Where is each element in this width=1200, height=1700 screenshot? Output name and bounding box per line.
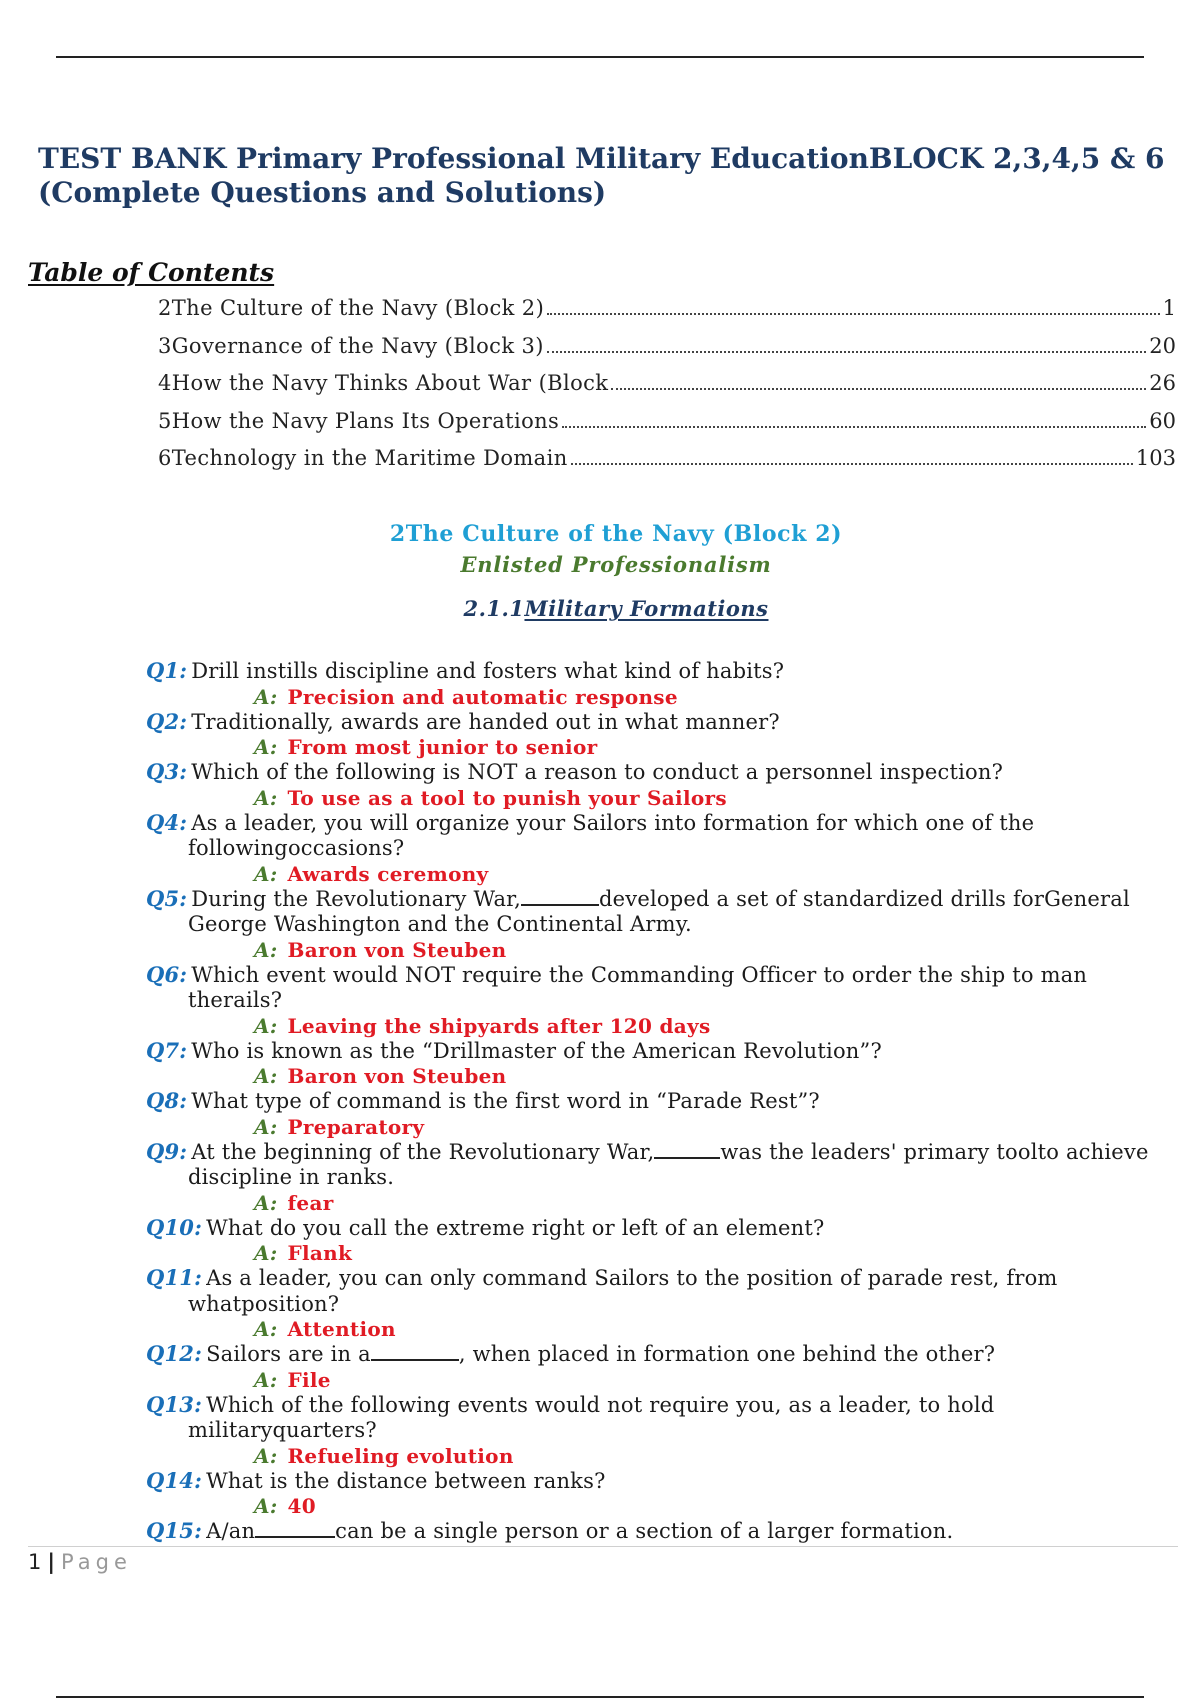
answer-label: A: bbox=[254, 1367, 278, 1392]
toc-leader-dots bbox=[547, 313, 1159, 315]
answer bbox=[146, 938, 1156, 962]
question-text: At the beginning of the Revolutionary War, bbox=[191, 1139, 655, 1164]
toc-heading: Table of Contents bbox=[28, 258, 275, 287]
answer bbox=[146, 1191, 1156, 1215]
answer-label: A: bbox=[254, 684, 278, 709]
answer bbox=[146, 1064, 1156, 1088]
question-number: Q10: bbox=[146, 1214, 203, 1240]
answer bbox=[146, 862, 1156, 886]
answer-label: A: bbox=[254, 861, 278, 886]
question-text: Which of the following events would not require you, as a leader, to hold militaryquarters? bbox=[188, 1392, 995, 1442]
qa-item bbox=[146, 1265, 1156, 1341]
answer-label: A: bbox=[254, 1190, 278, 1215]
answer-text: Awards ceremony bbox=[287, 861, 489, 886]
answer-text: fear bbox=[287, 1190, 334, 1215]
qa-item bbox=[146, 658, 1156, 709]
fill-in-blank bbox=[371, 1343, 459, 1361]
document-title: TEST BANK Primary Professional Military EducationBLOCK 2,3,4,5 & 6 (Complete Questions and Solutions) bbox=[38, 142, 1165, 209]
toc-entry-page: 26 bbox=[1149, 371, 1176, 395]
answer-text: File bbox=[287, 1367, 331, 1392]
question bbox=[146, 1468, 1156, 1495]
answer bbox=[146, 1368, 1156, 1392]
toc-entry-page: 1 bbox=[1162, 296, 1176, 320]
answer-label: A: bbox=[254, 735, 278, 759]
answer bbox=[146, 1317, 1156, 1341]
answer-text: Precision and automatic response bbox=[287, 684, 678, 709]
question-text-after: was the leaders' primary toolto achieve discipline in ranks. bbox=[188, 1139, 1149, 1189]
question-number: Q15: bbox=[146, 1518, 203, 1543]
fill-in-blank bbox=[255, 1520, 335, 1538]
question-text: What do you call the extreme right or left of an element? bbox=[206, 1215, 825, 1240]
question-text: As a leader, you can only command Sailors to the position of parade rest, from whatposition? bbox=[188, 1266, 1058, 1316]
toc-entry-page: 60 bbox=[1149, 408, 1176, 433]
qa-item bbox=[146, 1392, 1156, 1468]
question bbox=[146, 658, 1156, 685]
answer-text: Attention bbox=[287, 1317, 396, 1341]
toc-leader-dots bbox=[611, 388, 1146, 390]
question-text: During the Revolutionary War, bbox=[191, 886, 521, 911]
answer bbox=[146, 1444, 1156, 1468]
page-label: Page bbox=[61, 1550, 132, 1574]
question-text: Sailors are in a bbox=[206, 1342, 371, 1366]
toc-entry-title: 4How the Navy Thinks About War (Block bbox=[158, 371, 609, 395]
question-number: Q9: bbox=[146, 1138, 188, 1164]
question-number: Q1: bbox=[146, 658, 188, 683]
answer-text: Refueling evolution bbox=[287, 1443, 514, 1468]
fill-in-blank bbox=[521, 888, 599, 906]
qa-item bbox=[146, 962, 1156, 1038]
qa-item bbox=[146, 810, 1156, 886]
toc-entry bbox=[158, 446, 1176, 484]
toc-entry-title: 5How the Navy Plans Its Operations bbox=[158, 408, 560, 433]
question-number: Q4: bbox=[146, 809, 188, 835]
question bbox=[146, 1215, 1156, 1242]
answer-text: From most junior to senior bbox=[287, 735, 598, 759]
section-subtitle: Enlisted Professionalism bbox=[460, 552, 772, 577]
toc-entry bbox=[158, 409, 1176, 447]
subsection-name: Military Formations bbox=[524, 596, 769, 621]
question bbox=[146, 1392, 1156, 1444]
answer-text: Baron von Steuben bbox=[287, 1064, 507, 1088]
toc-entry-page: 103 bbox=[1135, 446, 1176, 470]
question-text: Which of the following is NOT a reason to conduct a personnel inspection? bbox=[191, 760, 1004, 784]
question-number: Q14: bbox=[146, 1467, 203, 1493]
question-number: Q7: bbox=[146, 1037, 188, 1063]
question bbox=[146, 1265, 1156, 1317]
answer bbox=[146, 1115, 1156, 1139]
toc-entry bbox=[158, 296, 1176, 334]
toc-leader-dots bbox=[562, 426, 1146, 428]
answer bbox=[146, 1014, 1156, 1038]
answer-text: 40 bbox=[287, 1494, 316, 1518]
toc-entry-page: 20 bbox=[1149, 333, 1176, 358]
qa-item bbox=[146, 1341, 1156, 1392]
answer bbox=[146, 1494, 1156, 1518]
question-number: Q2: bbox=[146, 708, 188, 734]
answer-label: A: bbox=[254, 1241, 278, 1265]
question-text: Which event would NOT require the Commanding Officer to order the ship to man therails? bbox=[188, 962, 1088, 1012]
table-of-contents bbox=[158, 296, 1176, 484]
answer bbox=[146, 786, 1156, 810]
question-text-after: , when placed in formation one behind the other? bbox=[458, 1342, 996, 1366]
qa-item bbox=[146, 1139, 1156, 1215]
question-number: Q6: bbox=[146, 961, 188, 987]
subsection-heading bbox=[0, 596, 1200, 621]
subsection-number: 2.1.1 bbox=[463, 596, 525, 621]
toc-leader-dots bbox=[547, 351, 1146, 353]
answer-text: Flank bbox=[287, 1241, 353, 1265]
qa-item bbox=[146, 709, 1156, 760]
question-text-after: developed a set of standardized drills forGeneral George Washington and the Continental Army. bbox=[188, 886, 1130, 936]
toc-entry bbox=[158, 334, 1176, 372]
question bbox=[146, 759, 1156, 786]
qa-item bbox=[146, 1468, 1156, 1519]
question bbox=[146, 1139, 1156, 1191]
page-separator: | bbox=[47, 1550, 56, 1574]
question-number: Q5: bbox=[146, 885, 188, 911]
answer bbox=[146, 1241, 1156, 1265]
question-text: What is the distance between ranks? bbox=[206, 1468, 606, 1493]
toc-entry-title: 3Governance of the Navy (Block 3) bbox=[158, 333, 544, 358]
question bbox=[146, 810, 1156, 862]
answer-label: A: bbox=[254, 1317, 278, 1341]
bottom-rule bbox=[56, 1696, 1144, 1698]
answer bbox=[146, 735, 1156, 759]
answer-label: A: bbox=[254, 1013, 278, 1038]
qa-item bbox=[146, 759, 1156, 810]
question-number: Q8: bbox=[146, 1088, 188, 1113]
answer-text: To use as a tool to punish your Sailors bbox=[287, 785, 727, 810]
qa-item bbox=[146, 1088, 1156, 1139]
question-text: Traditionally, awards are handed out in what manner? bbox=[191, 709, 780, 734]
answer-label: A: bbox=[254, 785, 278, 810]
question bbox=[146, 709, 1156, 736]
page-number: 1 bbox=[28, 1550, 42, 1574]
qa-item bbox=[146, 1038, 1156, 1089]
toc-entry bbox=[158, 371, 1176, 409]
section-title: 2The Culture of the Navy (Block 2) bbox=[389, 521, 843, 547]
question-text: What type of command is the first word in “Parade Rest”? bbox=[191, 1089, 820, 1113]
answer-text: Leaving the shipyards after 120 days bbox=[287, 1013, 711, 1038]
question-number: Q11: bbox=[146, 1265, 203, 1290]
answer-label: A: bbox=[254, 1114, 278, 1139]
question-number: Q12: bbox=[146, 1341, 203, 1366]
answer bbox=[146, 685, 1156, 709]
question-number: Q13: bbox=[146, 1391, 203, 1417]
answer-label: A: bbox=[254, 1494, 278, 1518]
top-rule bbox=[56, 56, 1144, 58]
toc-leader-dots bbox=[571, 463, 1133, 465]
qa-item bbox=[146, 1215, 1156, 1266]
answer-text: Preparatory bbox=[287, 1114, 425, 1139]
question bbox=[146, 962, 1156, 1014]
question bbox=[146, 886, 1156, 938]
answer-text: Baron von Steuben bbox=[287, 937, 507, 962]
question-text: Who is known as the “Drillmaster of the American Revolution”? bbox=[191, 1038, 882, 1063]
question bbox=[146, 1088, 1156, 1115]
footer-rule bbox=[28, 1546, 1178, 1547]
toc-entry-title: 2The Culture of the Navy (Block 2) bbox=[158, 296, 545, 320]
qa-item bbox=[146, 1518, 1156, 1545]
question-text: A/an bbox=[206, 1519, 256, 1543]
answer-label: A: bbox=[254, 937, 278, 962]
question bbox=[146, 1518, 1156, 1545]
question-text: As a leader, you will organize your Sailors into formation for which one of the followingoccasions? bbox=[188, 810, 1035, 860]
page-footer bbox=[28, 1550, 132, 1574]
question-text-after: can be a single person or a section of a larger formation. bbox=[335, 1519, 954, 1543]
question bbox=[146, 1341, 1156, 1368]
question bbox=[146, 1038, 1156, 1065]
qa-item bbox=[146, 886, 1156, 962]
question-list bbox=[146, 658, 1156, 1545]
answer-label: A: bbox=[254, 1064, 278, 1088]
fill-in-blank bbox=[654, 1141, 720, 1159]
toc-entry-title: 6Technology in the Maritime Domain bbox=[158, 446, 568, 470]
question-text: Drill instills discipline and fosters what kind of habits? bbox=[191, 659, 785, 683]
question-number: Q3: bbox=[146, 759, 188, 784]
answer-label: A: bbox=[254, 1443, 278, 1468]
